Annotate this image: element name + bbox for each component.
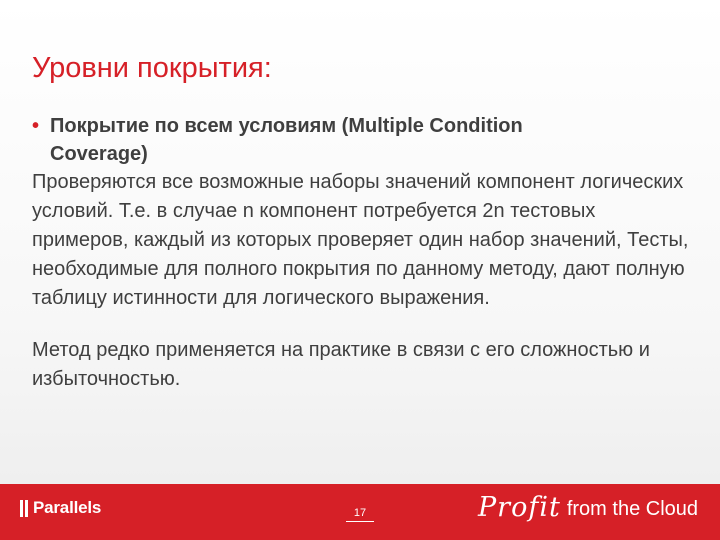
- bullet-item: [32, 112, 697, 168]
- page-number: 17: [346, 507, 374, 522]
- parallels-bars-icon: [20, 500, 30, 517]
- tagline-script: Profit: [478, 492, 561, 523]
- bullet-marker: •: [32, 115, 40, 137]
- footer-bar: [0, 484, 720, 540]
- slide-title: Уровни покрытия:: [32, 52, 272, 84]
- tagline-text: from the Cloud: [566, 498, 698, 520]
- parallels-logo: [20, 498, 101, 518]
- parallels-logo-text: Parallels: [33, 498, 102, 517]
- body-paragraph-2: Метод редко применяется на практике в связи с его сложностью и избыточностью.: [32, 339, 650, 390]
- slide-content: [32, 112, 697, 394]
- body-paragraph-1: Проверяются все возможные наборы значений компонент логических условий. Т.е. в случае n компонент потребуется 2n тестовых примеров, каждый из которых проверяет один набор значений, Тесты, необходимые для полного покрытия по данному методу, дают полную таблицу истинности для логического выражения.: [32, 171, 689, 309]
- bullet-text-line1: Покрытие по всем условиям (Multiple Condition: [50, 115, 523, 137]
- tagline-logo: [478, 492, 698, 523]
- bullet-text-line2: Coverage): [50, 143, 148, 165]
